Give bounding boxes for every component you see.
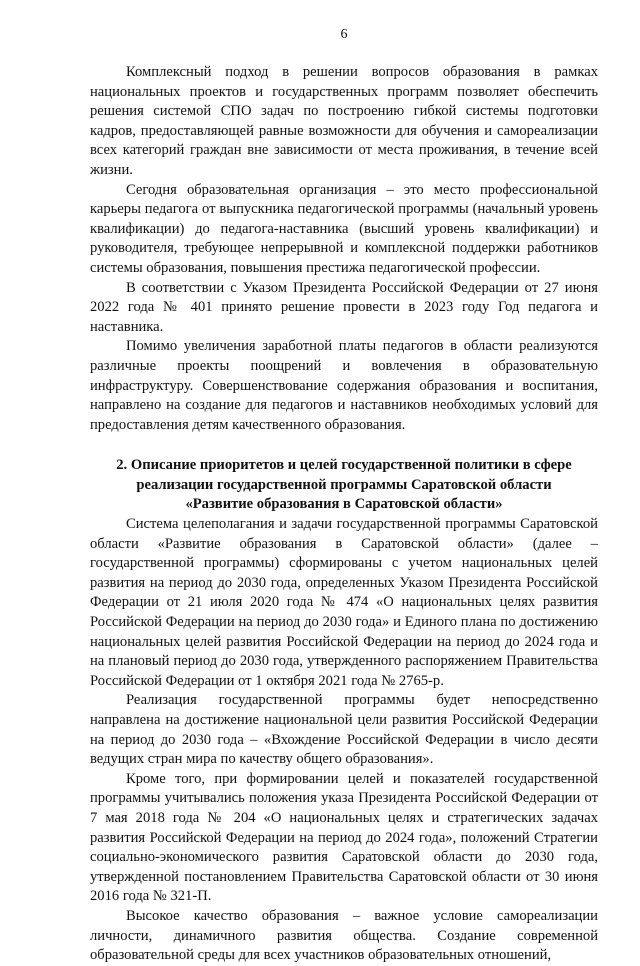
paragraph: Комплексный подход в решении вопросов образования в рамках национальных проектов и государственных программ позволяет обеспечить решения системой СПО задач по построению гибкой системы подготовки кадров, предоставляющей равные возможности для обучения и самореализации всех категорий граждан вне зависимости от места проживания, в течение всей жизни. bbox=[90, 64, 598, 178]
section-heading-line: 2. Описание приоритетов и целей государственной политики в сфере bbox=[116, 457, 572, 474]
paragraph: Реализация государственной программы будет непосредственно направлена на достижение национальной цели развития Российской Федерации на период до 2030 года – «Вхождение Российской Федерации в число десяти ведущих стран мира по качеству общего образования». bbox=[90, 692, 598, 768]
paragraph: Кроме того, при формировании целей и показателей государственной программы учитывались положения указа Президента Российской Федерации от 7 мая 2018 года № 204 «О национальных целях и стратегических задачах развития Российской Федерации на период до 2024 года», положений Стратегии социально-экономического развития Саратовской области до 2030 года, утвержденной постановлением Правительства Саратовской области от 30 июня 2016 года № 321-П. bbox=[90, 770, 598, 905]
section-heading-line: реализации государственной программы Саратовской области bbox=[136, 476, 552, 493]
paragraph: Система целеполагания и задачи государственной программы Саратовской области «Развитие образования в Саратовской области» (далее – государственной программы) сформированы с учетом национальных целей развития на период до 2030 года, определенных Указом Президента Российской Федерации от 21 июля 2020 года № 474 «О национальных целях развития Российской Федерации на период до 2030 года» и Единого плана по достижению национальных целей развития Российской Федерации на период до 2024 года и на плановый период до 2030 года, утвержденного распоряжением Правительства Российской Федерации от 1 октября 2021 года № 2765-р. bbox=[90, 516, 598, 689]
paragraph: Высокое качество образования – важное условие самореализации личности, динамичного развития общества. Создание современной образовательной среды для всех участников образовательных отношений, bbox=[90, 907, 598, 964]
document-body bbox=[90, 63, 598, 966]
paragraph: Помимо увеличения заработной платы педагогов в области реализуются различные проекты поощрений и вовлечения в образовательную инфраструктуру. Совершенствование содержания образования и воспитания, направлено на создание для педагогов и наставников необходимых условий для предоставления детям качественного образования. bbox=[90, 338, 598, 433]
section-heading bbox=[90, 456, 598, 515]
paragraph: Сегодня образовательная организация – это место профессиональной карьеры педагога от выпускника педагогической программы (начальный уровень квалификации) до педагога-наставника (высший уровень квалификации) и руководителя, требующее непрерывной и комплексной поддержки работников системы образования, повышения престижа педагогической профессии. bbox=[90, 181, 598, 276]
paragraph: В соответствии с Указом Президента Российской Федерации от 27 июня 2022 года № 401 принято решение провести в 2023 году Год педагога и наставника. bbox=[90, 279, 598, 335]
section-heading-line: «Развитие образования в Саратовской области» bbox=[185, 496, 503, 513]
page-number: 6 bbox=[340, 27, 348, 42]
